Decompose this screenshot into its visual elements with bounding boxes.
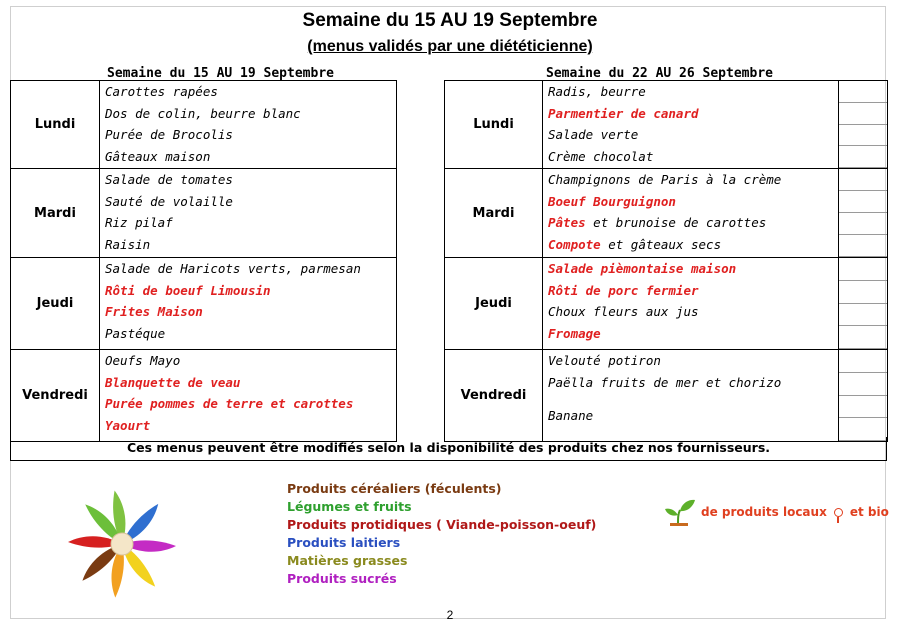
dish-highlight: Yaourt [105,417,151,433]
day-label: Vendredi [445,350,543,442]
dish-item: Choux fleurs aux jus [548,304,699,319]
note-line [839,169,887,191]
page-number: 2 [446,608,454,622]
legend-item: Produits laitiers [287,535,401,550]
dish-item: Oeufs Mayo [105,353,181,368]
spacer-column [397,350,445,442]
spacer-column [397,258,445,350]
dish-item: Radis, beurre [548,84,646,99]
day-label: Mardi [11,169,100,258]
menu-table [10,80,888,442]
spacer-column [397,81,445,169]
dish-highlight: Rôti de porc fermier [548,282,699,298]
dish-highlight: Purée pommes de terre et carottes [105,396,354,411]
note-line [839,396,887,419]
day-label: Jeudi [11,258,100,350]
local-products-suffix: et bio [849,505,889,519]
note-line [839,258,887,281]
dish-item: Purée de Brocolis [105,127,233,142]
dish-item [105,415,396,437]
dish-item [105,372,396,394]
dish-highlight: Pâtes [548,215,586,230]
dish-highlight: Compote [548,236,601,252]
day-label: Mardi [445,169,543,258]
dish-list [543,350,839,442]
note-line [839,81,887,103]
dish-list [100,169,397,258]
menu-row [11,350,888,442]
dish-item: Salade de tomates [105,172,233,187]
menu-row [11,258,888,350]
local-products-text: de produits locaux [701,505,827,519]
dish-item: Salade verte [548,127,639,142]
dish-item [548,258,838,280]
dish-item: Champignons de Paris à la crème [548,172,782,187]
day-label: Lundi [445,81,543,169]
note-line [839,103,887,125]
dish-item: Salade de Haricots verts, parmesan [105,261,361,276]
dish-text: et brunoise de carottes [585,215,767,230]
note-line [839,373,887,396]
dish-highlight: Parmentier de canard [548,105,699,121]
legend-item: Produits céréaliers (féculents) [287,481,502,496]
page-subtitle: (menus validés par une diététicienne) [307,38,593,55]
menu-row [11,169,888,258]
notes-column [839,169,888,258]
dish-item [105,393,396,415]
note-line [839,146,887,168]
note-line [839,125,887,147]
note-line [839,281,887,304]
note-line [839,326,887,349]
dish-list [100,350,397,442]
sprout-icon [664,498,696,526]
dish-highlight: Rôti de boeuf Limousin [105,282,271,298]
local-products-note [664,498,889,526]
note-line [839,350,887,373]
page-title: Semaine du 15 AU 19 Septembre [302,10,598,31]
legend-item: Produits protidiques ( Viande-poisson-oeuf) [287,517,597,532]
dish-item: Raisin [105,236,151,252]
menu-row [11,81,888,169]
dish-item: Carottes rapées [105,84,218,99]
pin-icon [834,508,843,517]
legend-item: Matières grasses [287,553,408,568]
dish-item: Banane [548,408,594,423]
week-label-1: Semaine du 15 AU 19 Septembre [107,66,334,81]
dish-list [100,258,397,350]
note-line [839,235,887,257]
dish-highlight: Blanquette de veau [105,374,241,390]
note-line [839,191,887,213]
notes-column [839,81,888,169]
dish-item: Crème chocolat [548,148,654,164]
flower-logo [62,480,182,605]
day-label: Jeudi [445,258,543,350]
dish-item: Paëlla fruits de mer et chorizo [548,374,782,390]
dish-highlight: Fromage [548,325,601,341]
dish-list [543,81,839,169]
dish-item [105,280,396,302]
dish-item [105,301,396,323]
note-line [839,213,887,235]
legend-item: Légumes et fruits [287,499,412,514]
dish-highlight: Frites Maison [105,304,203,319]
dish-item [548,323,838,345]
dish-item [548,280,838,302]
legend-item: Produits sucrés [287,571,397,586]
notes-column [839,350,888,442]
dish-highlight: Salade pièmontaise maison [548,261,737,276]
dish-list [543,258,839,350]
dish-list [543,169,839,258]
dish-item: Sauté de volaille [105,193,233,209]
dish-item: Riz pilaf [105,215,173,230]
dish-text: et gâteaux secs [600,236,722,252]
dish-item: Gâteaux maison [105,148,211,164]
dish-item [548,212,838,234]
note-line [839,304,887,327]
food-group-legend [287,480,596,588]
dish-item [548,234,838,256]
week-label-2: Semaine du 22 AU 26 Septembre [546,66,773,81]
dish-item: Dos de colin, beurre blanc [105,105,301,121]
dish-list [100,81,397,169]
dish-item [548,393,838,405]
dish-item: Pastéque [105,325,166,341]
spacer-column [397,169,445,258]
day-label: Lundi [11,81,100,169]
availability-note: Ces menus peuvent être modifiés selon la disponibilité des produits chez nos fournisseurs. [10,437,887,461]
dish-highlight: Boeuf Bourguignon [548,193,676,209]
dish-item [548,191,838,213]
day-label: Vendredi [11,350,100,442]
dish-item [548,103,838,125]
dish-item: Velouté potiron [548,353,661,368]
notes-column [839,258,888,350]
